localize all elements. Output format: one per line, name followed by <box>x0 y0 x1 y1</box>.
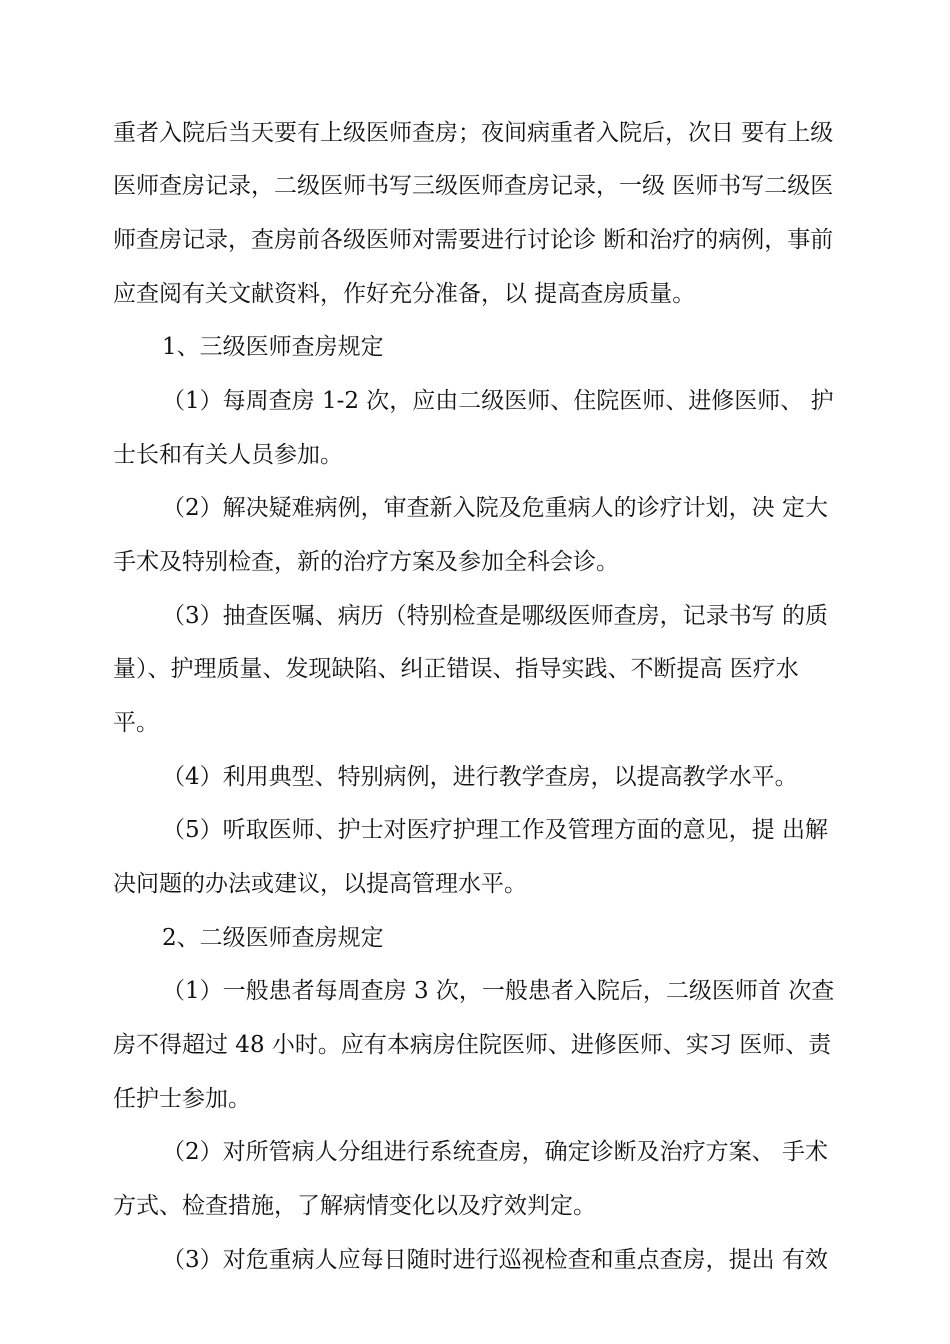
body-text-line: 应查阅有关文献资料，作好充分准备，以 提高查房质量。 <box>113 281 696 307</box>
body-text-line: 师查房记录，查房前各级医师对需要进行讨论诊 断和治疗的病例，事前 <box>113 227 834 253</box>
body-text-line: 手术及特别检查，新的治疗方案及参加全科会诊。 <box>113 549 619 575</box>
body-text-line: 方式、检查措施，了解病情变化以及疗效判定。 <box>113 1193 596 1219</box>
body-text-line: 决问题的办法或建议，以提高管理水平。 <box>113 871 527 897</box>
section-heading: 2、二级医师查房规定 <box>162 925 384 951</box>
body-text-line: 重者入院后当天要有上级医师查房；夜间病重者入院后，次日 要有上级 <box>113 120 834 146</box>
list-item: （5）听取医师、护士对医疗护理工作及管理方面的意见，提 出解 <box>162 817 828 843</box>
list-item: （2）对所管病人分组进行系统查房，确定诊断及治疗方案、 手术 <box>162 1139 828 1165</box>
list-item: （1）一般患者每周查房 3 次，一般患者入院后，二级医师首 次查 <box>162 978 835 1004</box>
section-heading: 1、三级医师查房规定 <box>162 334 384 360</box>
body-text-line: 医师查房记录，二级医师书写三级医师查房记录，一级 医师书写二级医 <box>113 173 834 199</box>
list-item: （2）解决疑难病例，审查新入院及危重病人的诊疗计划，决 定大 <box>162 495 828 521</box>
body-text-line: 士长和有关人员参加。 <box>113 442 343 468</box>
body-text-line: 量）、护理质量、发现缺陷、纠正错误、指导实践、不断提高 医疗水 <box>113 656 799 682</box>
body-text-line: 任护士参加。 <box>113 1086 251 1112</box>
body-text-line: 房不得超过 48 小时。应有本病房住院医师、进修医师、实习 医师、责 <box>113 1032 832 1058</box>
list-item: （3）对危重病人应每日随时进行巡视检查和重点查房，提出 有效 <box>162 1247 828 1273</box>
body-text-line: 平。 <box>113 710 159 736</box>
list-item: （1）每周查房 1-2 次，应由二级医师、住院医师、进修医师、 护 <box>162 388 834 414</box>
list-item: （3）抽查医嘱、病历（特别检查是哪级医师查房，记录书写 的质 <box>162 603 828 629</box>
list-item: （4）利用典型、特别病例，进行教学查房，以提高教学水平。 <box>162 764 798 790</box>
